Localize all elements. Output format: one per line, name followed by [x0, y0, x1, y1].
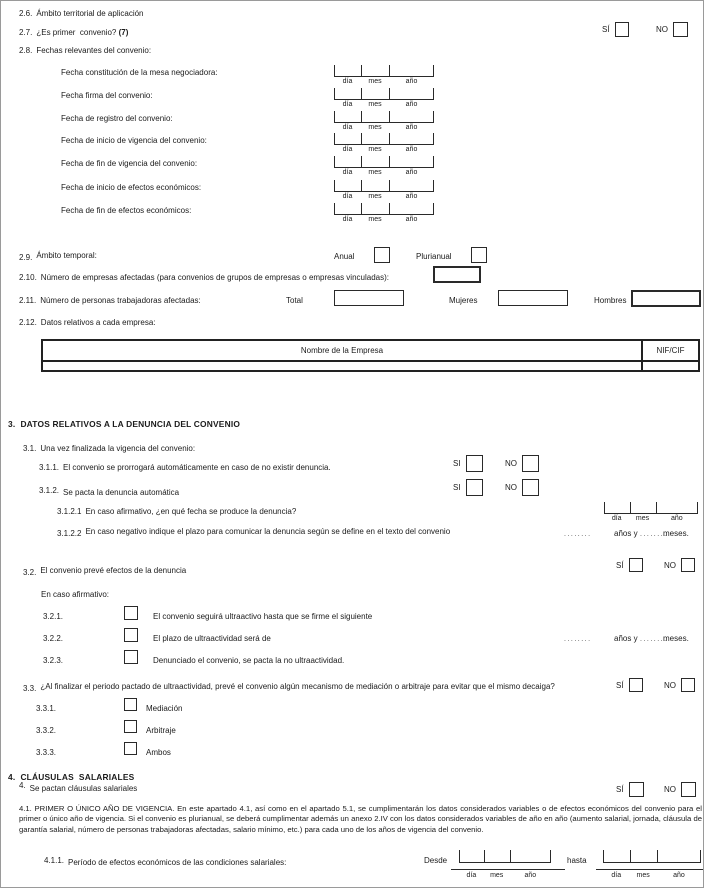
item-4-number: 4.	[19, 781, 26, 790]
item-2-10	[19, 273, 389, 282]
anos-y-label: años y	[614, 529, 638, 538]
item-3-2	[23, 568, 186, 577]
date-input-fin-efectos[interactable]	[334, 203, 434, 215]
item-3-1-2-2-number: 3.1.2.2	[57, 529, 82, 538]
item-3-1-1-number: 3.1.1.	[39, 463, 60, 472]
date-unit-labels: día mes año	[342, 146, 418, 153]
date-input-desde[interactable]	[459, 850, 551, 863]
checkbox-no-3-1-1[interactable]	[522, 455, 539, 472]
item-3-3-2-number: 3.3.2.	[36, 726, 57, 735]
option-no-3-1-2	[505, 479, 539, 495]
date-label-firma: Fecha firma del convenio:	[61, 91, 153, 100]
section-3-heading: 3. DATOS RELATIVOS A LA DENUNCIA DEL CONVENIO	[8, 419, 241, 429]
item-3-1-2-label: Se pacta la denuncia automática	[63, 488, 180, 497]
date-unit-labels: día mes año	[342, 78, 418, 85]
item-3-1-2-number: 3.1.2.	[39, 486, 60, 495]
si-label: SI	[453, 458, 461, 468]
no-label: NO	[664, 680, 676, 690]
meses-label: meses.	[663, 634, 689, 643]
cell-nif-cif[interactable]	[641, 362, 698, 370]
option-no-2-7	[656, 21, 688, 37]
checkbox-arbitraje[interactable]	[124, 720, 137, 733]
item-2-6	[19, 9, 144, 18]
item-3-2-1-label: El convenio seguirá ultraactivo hasta que se firme el siguiente	[153, 612, 373, 621]
item-3-2-3-label: Denunciado el convenio, se pacta la no ultraactividad.	[153, 656, 345, 665]
item-2-6-number: 2.6.	[19, 9, 33, 18]
no-label: NO	[656, 24, 668, 34]
hasta-underline	[596, 869, 704, 870]
checkbox-ambos[interactable]	[124, 742, 137, 755]
item-3-1-2	[39, 488, 179, 497]
item-3-1	[23, 444, 195, 453]
si-label: SÍ	[602, 24, 610, 34]
plazo-meses-blank[interactable]: ........	[640, 531, 668, 538]
empresas-afectadas-input[interactable]	[433, 266, 481, 283]
date-label-fin-vigencia: Fecha de fin de vigencia del convenio:	[61, 159, 198, 168]
anual-label: Anual	[334, 252, 355, 261]
company-table-row	[43, 362, 698, 370]
checkbox-si-3-1-1[interactable]	[466, 455, 483, 472]
date-unit-labels: día mes año	[342, 101, 418, 108]
option-no-3-2	[664, 557, 695, 573]
item-2-7	[19, 28, 128, 37]
item-3-3-1-number: 3.3.1.	[36, 704, 57, 713]
desde-label: Desde	[424, 856, 448, 865]
item-3-2-1-number: 3.2.1.	[43, 612, 64, 621]
plazo-anos-blank[interactable]: ........	[564, 531, 592, 538]
item-3-1-2-1-label: En caso afirmativo, ¿en qué fecha se produce la denuncia?	[85, 507, 297, 516]
checkbox-no-2-7[interactable]	[673, 22, 688, 37]
item-2-11-number: 2.11.	[19, 296, 37, 305]
si-label: SÍ	[616, 560, 624, 570]
si-label: SÍ	[616, 680, 624, 690]
date-label-registro: Fecha de registro del convenio:	[61, 114, 173, 123]
item-3-1-label: Una vez finalizada la vigencia del convenio:	[40, 444, 196, 453]
item-4-1-1-number: 4.1.1.	[44, 856, 65, 865]
item-3-1-2-2	[57, 529, 450, 538]
date-unit-labels: día mes año	[342, 216, 418, 223]
date-input-hasta[interactable]	[603, 850, 701, 863]
checkbox-si-4[interactable]	[629, 782, 644, 797]
item-2-12	[19, 318, 156, 327]
no-label: NO	[664, 560, 676, 570]
meses-label: meses.	[663, 529, 689, 538]
date-unit-labels: día mes año	[342, 169, 418, 176]
ambos-label: Ambos	[146, 748, 171, 757]
date-unit-labels: día mes año	[466, 872, 537, 879]
mediacion-label: Mediación	[146, 704, 183, 713]
checkbox-no-4[interactable]	[681, 782, 696, 797]
item-2-10-label: Número de empresas afectadas (para convenios de grupos de empresas o empresas vinculadas):	[40, 273, 389, 282]
date-input-constitucion-mesa[interactable]	[334, 65, 434, 77]
item-3-1-number: 3.1.	[23, 444, 37, 453]
checkbox-plurianual[interactable]	[471, 247, 487, 263]
ultraactividad-anos-blank[interactable]: ........	[564, 636, 592, 643]
date-input-denuncia[interactable]	[604, 502, 698, 514]
cell-nombre-empresa[interactable]	[43, 362, 641, 370]
item-2-6-label: Ámbito territorial de aplicación	[36, 9, 144, 18]
option-no-3-1-1	[505, 455, 539, 471]
si-label: SI	[453, 482, 461, 492]
checkbox-no-3-3[interactable]	[681, 678, 695, 692]
checkbox-si-3-2[interactable]	[629, 558, 643, 572]
date-unit-labels: día mes año	[611, 872, 685, 879]
no-label: NO	[664, 784, 676, 794]
total-input[interactable]	[334, 290, 404, 306]
date-input-registro[interactable]	[334, 111, 434, 123]
option-si-2-7	[602, 21, 629, 37]
option-si-3-3	[616, 677, 643, 693]
item-3-2-3-number: 3.2.3.	[43, 656, 64, 665]
item-2-8-number: 2.8.	[19, 46, 33, 55]
col-header-nif-cif: NIF/CIF	[641, 341, 698, 360]
checkbox-anual[interactable]	[374, 247, 390, 263]
plurianual-label: Plurianual	[416, 252, 452, 261]
no-label: NO	[505, 458, 517, 468]
ultraactividad-meses-blank[interactable]: ........	[640, 636, 668, 643]
total-label: Total	[286, 296, 303, 305]
item-4-label: Se pactan cláusulas salariales	[29, 784, 138, 793]
mujeres-input[interactable]	[498, 290, 568, 306]
item-3-3-3-number: 3.3.3.	[36, 748, 57, 757]
item-3-2-2-label: El plazo de ultraactividad será de	[153, 634, 271, 643]
hasta-label: hasta	[567, 856, 587, 865]
anos-y-label: años y	[614, 634, 638, 643]
date-label-inicio-vigencia: Fecha de inicio de vigencia del convenio:	[61, 136, 207, 145]
item-3-1-2-1-number: 3.1.2.1	[57, 507, 82, 516]
item-3-1-2-1	[57, 507, 296, 516]
item-3-2-number: 3.2.	[23, 568, 37, 577]
checkbox-3-2-2[interactable]	[124, 628, 138, 642]
item-2-7-number: 2.7.	[19, 28, 33, 37]
checkbox-no-3-2[interactable]	[681, 558, 695, 572]
item-2-12-label: Datos relativos a cada empresa:	[40, 318, 156, 327]
no-label: NO	[505, 482, 517, 492]
date-input-inicio-vigencia[interactable]	[334, 133, 434, 145]
item-3-2-2-number: 3.2.2.	[43, 634, 64, 643]
item-2-8	[19, 46, 151, 55]
date-label-constitucion: Fecha constitución de la mesa negociadora:	[61, 68, 218, 77]
option-si-4	[616, 781, 644, 797]
date-label-fin-efectos: Fecha de fin de efectos económicos:	[61, 206, 192, 215]
company-table	[41, 339, 700, 372]
checkbox-no-3-1-2[interactable]	[522, 479, 539, 496]
item-2-11-label: Número de personas trabajadoras afectadas:	[40, 296, 201, 305]
option-si-3-1-1	[453, 455, 483, 471]
item-2-9	[19, 253, 97, 262]
item-2-9-label: Ámbito temporal:	[36, 251, 97, 260]
item-4	[19, 781, 138, 793]
mujeres-label: Mujeres	[449, 296, 478, 305]
item-3-1-1	[39, 463, 331, 472]
company-table-header	[43, 341, 698, 362]
item-2-8-label: Fechas relevantes del convenio:	[36, 46, 152, 55]
checkbox-3-2-3[interactable]	[124, 650, 138, 664]
date-input-inicio-efectos[interactable]	[334, 180, 434, 192]
item-3-3	[23, 684, 555, 693]
item-4-1-1	[44, 858, 286, 867]
item-3-3-number: 3.3.	[23, 684, 37, 693]
option-si-3-2	[616, 557, 643, 573]
paragraph-4-1: 4.1. PRIMER O ÚNICO AÑO DE VIGENCIA. En este apartado 4.1, así como en el apartado 5.1, se cumplimentarán los datos considerados variables o de efectos económicos del convenio para el primer o único año de vigencia. Si el convenio es plurianual, se deberá cumplimentar además un anexo 2.IV con los datos considerados variables de año en año (aumento salarial, jornada, cláusula de garantía salarial, número de personas trabajadoras afectadas, salario mínimo, etc.) para cada uno de los años de vigencia del convenio.	[19, 804, 702, 834]
checkbox-si-3-3[interactable]	[629, 678, 643, 692]
checkbox-si-2-7[interactable]	[615, 22, 629, 37]
checkbox-mediacion[interactable]	[124, 698, 137, 711]
desde-underline	[451, 869, 565, 870]
hombres-input[interactable]	[631, 290, 701, 307]
arbitraje-label: Arbitraje	[146, 726, 176, 735]
checkbox-3-2-1[interactable]	[124, 606, 138, 620]
item-2-12-number: 2.12.	[19, 318, 37, 327]
option-si-3-1-2	[453, 479, 483, 495]
item-3-2-label: El convenio prevé efectos de la denuncia	[40, 566, 187, 575]
item-2-11	[19, 296, 201, 305]
option-no-4	[664, 781, 696, 797]
item-3-1-1-label: El convenio se prorrogará automáticamente en caso de no existir denuncia.	[63, 463, 331, 472]
item-2-7-note: (7)	[118, 28, 129, 37]
date-unit-labels: día mes año	[342, 193, 418, 200]
col-header-nombre-empresa: Nombre de la Empresa	[300, 346, 384, 355]
item-3-3-label: ¿Al finalizar el periodo pactado de ultraactividad, prevé el convenio algún mecanismo de mediación o arbitraje para evitar que el mismo decaiga?	[40, 682, 555, 691]
date-input-fin-vigencia[interactable]	[334, 156, 434, 168]
checkbox-si-3-1-2[interactable]	[466, 479, 483, 496]
date-unit-labels: día mes año	[611, 515, 683, 522]
section-4-heading: 4. CLÁUSULAS SALARIALES	[8, 772, 135, 782]
item-2-10-number: 2.10.	[19, 273, 37, 282]
en-caso-afirmativo-label: En caso afirmativo:	[41, 590, 110, 599]
option-no-3-3	[664, 677, 695, 693]
date-input-firma[interactable]	[334, 88, 434, 100]
item-4-1-1-label: Período de efectos económicos de las condiciones salariales:	[68, 858, 287, 867]
si-label: SÍ	[616, 784, 624, 794]
item-3-1-2-2-label: En caso negativo indique el plazo para comunicar la denuncia según se define en el texto del convenio	[85, 527, 451, 536]
item-2-7-label: ¿Es primer convenio?	[36, 28, 117, 37]
date-label-inicio-efectos: Fecha de inicio de efectos económicos:	[61, 183, 202, 192]
hombres-label: Hombres	[594, 296, 627, 305]
item-2-9-number: 2.9.	[19, 253, 33, 262]
date-unit-labels: día mes año	[342, 124, 418, 131]
